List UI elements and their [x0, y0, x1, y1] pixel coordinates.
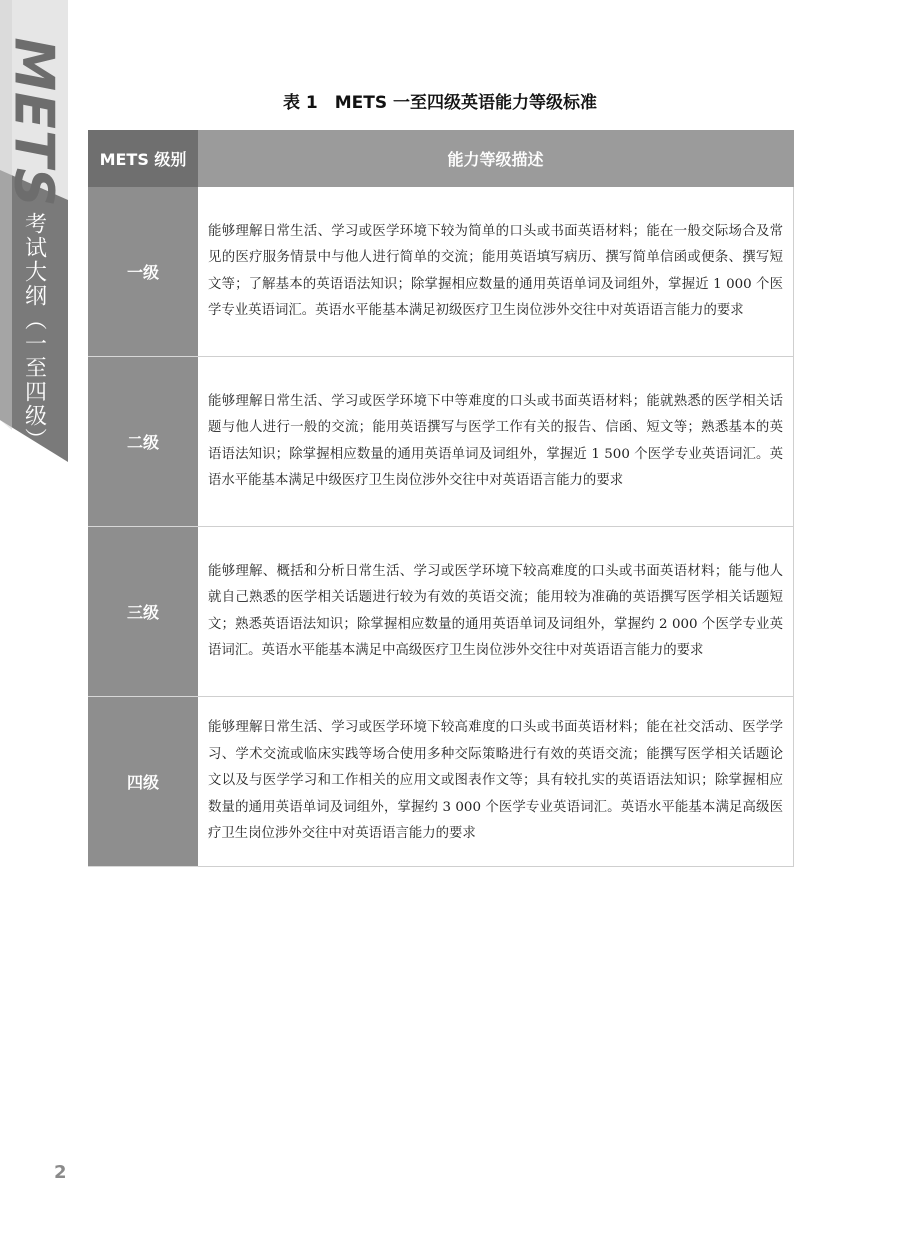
table-row [89, 527, 794, 697]
header-level: METS 级别 [89, 131, 198, 187]
brand-logo-text [2, 36, 66, 208]
level-standards-table [88, 130, 794, 867]
level-cell: 二级 [89, 357, 198, 527]
sidebar-subtitle-text: 考试大纲（一至四级） [21, 212, 47, 452]
description-cell: 能够理解日常生活、学习或医学环境下较为简单的口头或书面英语材料；能在一般交际场合及常见的医疗服务情景中与他人进行简单的交流；能用英语填写病历、撰写简单信函或便条、撰写短文等；了解基本的英语语法知识；除掌握相应数量的通用英语单词及词组外，掌握近 1 000 个医学专业英语词汇。英语水平能基本满足初级医疗卫生岗位涉外交往中对英语语言能力的要求 [198, 187, 794, 357]
table-row [89, 697, 794, 867]
sidebar-subtitle [14, 212, 54, 462]
level-cell: 一级 [89, 187, 198, 357]
page-number: 2 [54, 1162, 67, 1183]
table-header-row [89, 131, 794, 187]
brand-text: METS [2, 36, 66, 208]
level-cell: 四级 [89, 697, 198, 867]
level-cell: 三级 [89, 527, 198, 697]
description-cell: 能够理解日常生活、学习或医学环境下中等难度的口头或书面英语材料；能就熟悉的医学相关话题与他人进行一般的交流；能用英语撰写与医学工作有关的报告、信函、短文等；熟悉基本的英语语法知识；除掌握相应数量的通用英语单词及词组外，掌握近 1 500 个医学专业英语词汇。英语水平能基本满足中级医疗卫生岗位涉外交往中对英语语言能力的要求 [198, 357, 794, 527]
description-cell: 能够理解日常生活、学习或医学环境下较高难度的口头或书面英语材料；能在社交活动、医学学习、学术交流或临床实践等场合使用多种交际策略进行有效的英语交流；能撰写医学相关话题论文以及与医学学习和工作相关的应用文或图表作文等；具有较扎实的英语语法知识；除掌握相应数量的通用英语单词及词组外，掌握约 3 000 个医学专业英语词汇。英语水平能基本满足高级医疗卫生岗位涉外交往中对英语语言能力的要求 [198, 697, 794, 867]
table-title: 表 1 METS 一至四级英语能力等级标准 [282, 93, 598, 113]
table-row [89, 187, 794, 357]
header-description: 能力等级描述 [198, 131, 794, 187]
side-banner [0, 0, 68, 462]
description-cell: 能够理解、概括和分析日常生活、学习或医学环境下较高难度的口头或书面英语材料；能与他人就自己熟悉的医学相关话题进行较为有效的英语交流；能用较为准确的英语撰写医学相关话题短文；熟悉英语语法知识；除掌握相应数量的通用英语单词及词组外，掌握约 2 000 个医学专业英语词汇。英语水平能基本满足中高级医疗卫生岗位涉外交往中对英语语言能力的要求 [198, 527, 794, 697]
table-row [89, 357, 794, 527]
